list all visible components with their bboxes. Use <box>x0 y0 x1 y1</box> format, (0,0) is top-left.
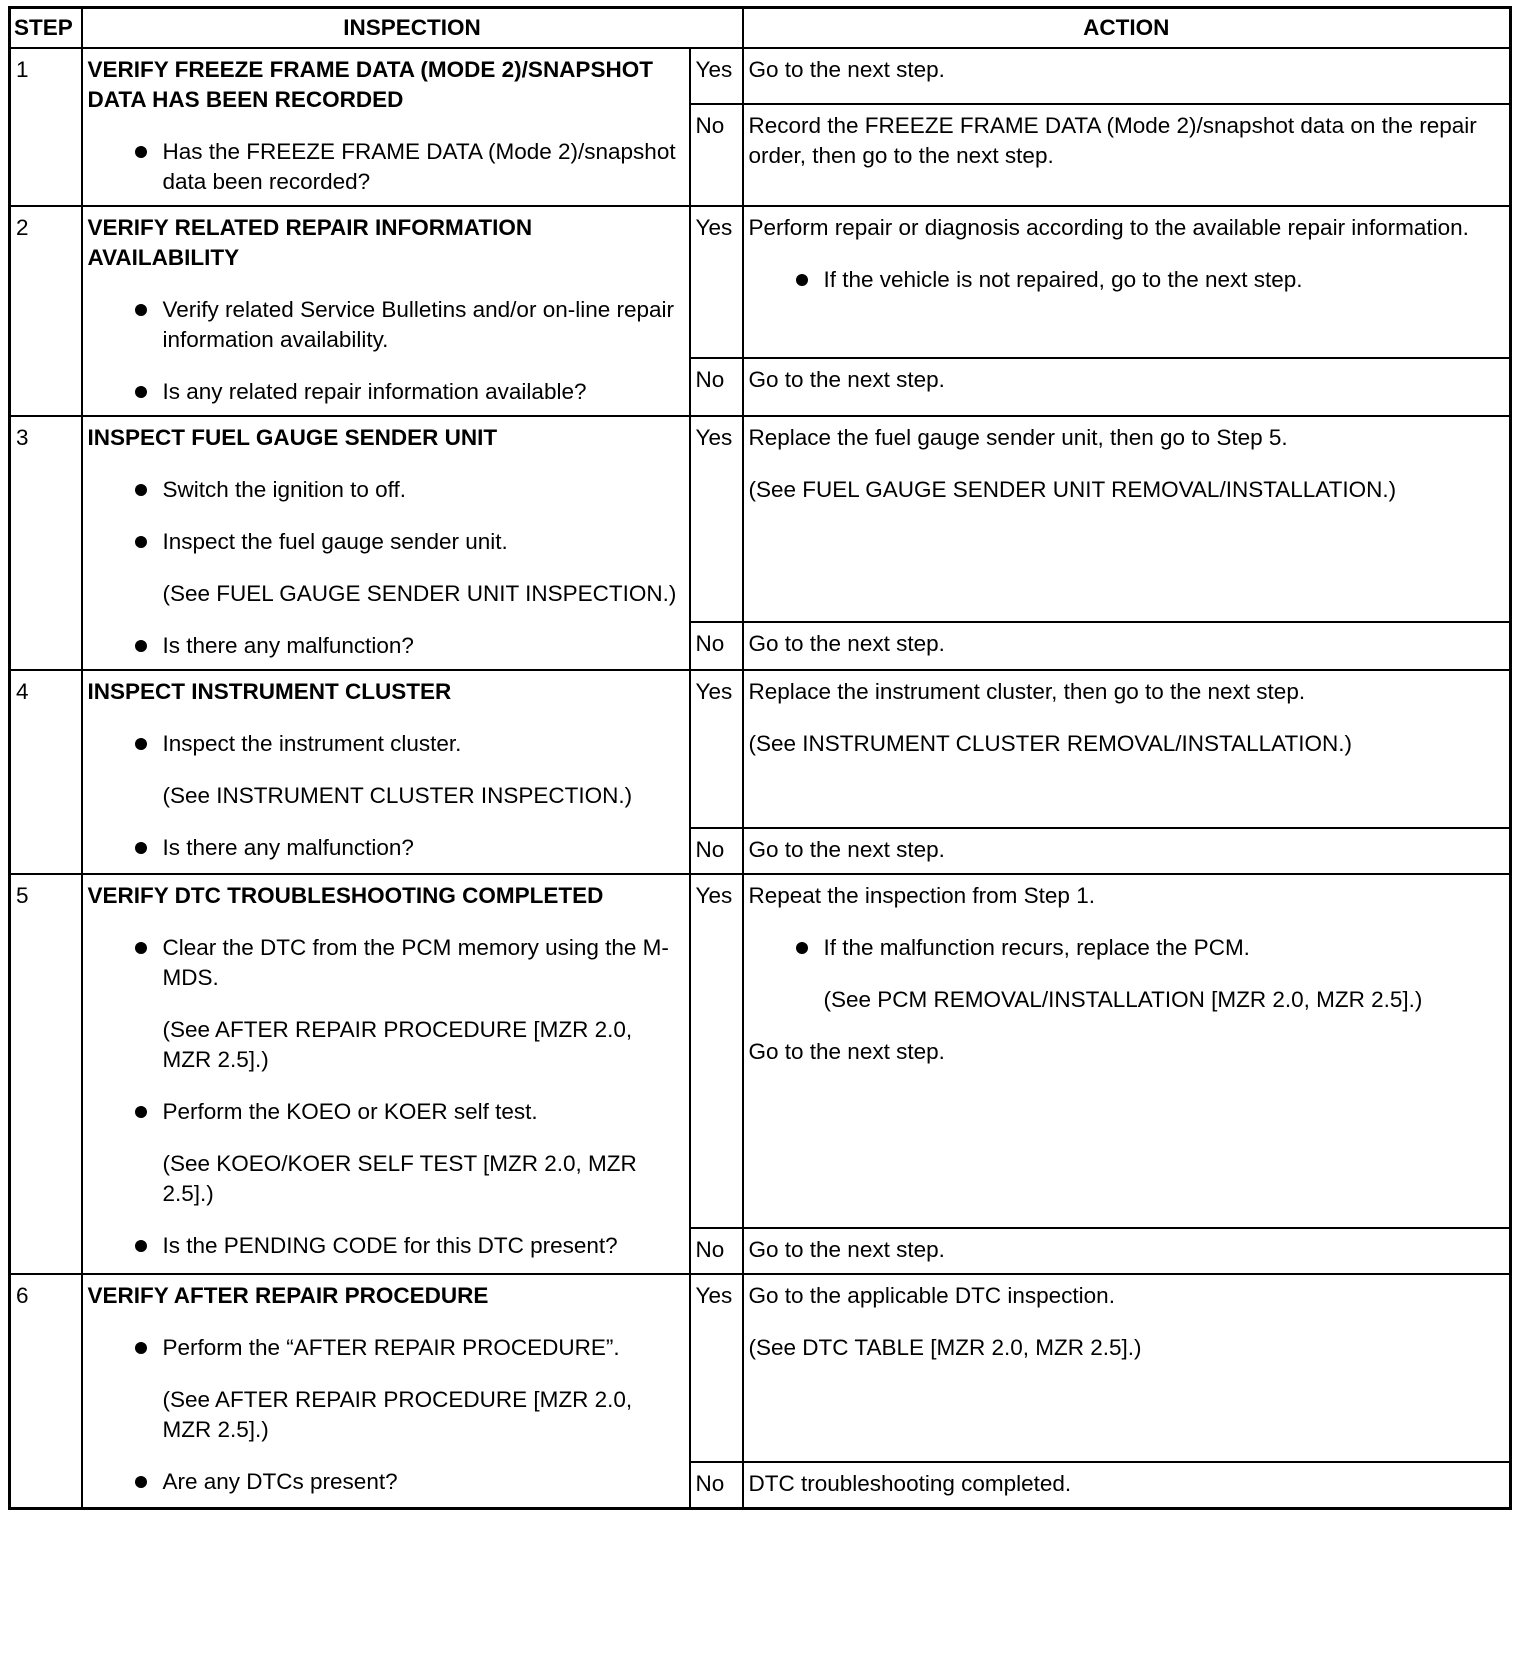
step-title: VERIFY DTC TROUBLESHOOTING COMPLETED <box>87 883 604 908</box>
yes-label: Yes <box>690 48 743 104</box>
action-text: Go to the next step. <box>748 631 945 656</box>
bullet-text: Inspect the fuel gauge sender unit. <box>162 529 508 554</box>
reference-text: (See FUEL GAUGE SENDER UNIT INSPECTION.) <box>162 581 677 606</box>
inspection-bullets <box>88 137 684 197</box>
step-number: 2 <box>10 206 82 416</box>
bullet-item <box>88 1467 684 1497</box>
action-bullets <box>749 265 1505 295</box>
step-title: VERIFY RELATED REPAIR INFORMATION AVAILABILITY <box>87 215 533 270</box>
yes-label: Yes <box>690 416 743 622</box>
action-text: DTC troubleshooting completed. <box>748 1471 1072 1496</box>
bullet-text: Is there any malfunction? <box>162 633 414 658</box>
action-text: Go to the next step. <box>748 57 945 82</box>
bullet-item <box>88 475 684 505</box>
action-text: Record the FREEZE FRAME DATA (Mode 2)/snapshot data on the repair order, then go to the next step. <box>748 113 1477 168</box>
step-title: INSPECT INSTRUMENT CLUSTER <box>87 679 452 704</box>
bullet-item <box>88 377 684 407</box>
bullet-item <box>88 527 684 609</box>
bullet-text: Is the PENDING CODE for this DTC present? <box>162 1233 618 1258</box>
yes-action <box>743 1274 1511 1462</box>
yes-label: Yes <box>690 206 743 358</box>
no-label: No <box>690 358 743 416</box>
bullet-text: Are any DTCs present? <box>162 1469 398 1494</box>
reference-text: (See INSTRUMENT CLUSTER INSPECTION.) <box>162 783 633 808</box>
bullet-text: Switch the ignition to off. <box>162 477 406 502</box>
header-inspection: INSPECTION <box>82 8 743 49</box>
troubleshooting-table-container <box>8 6 1512 1510</box>
yes-action <box>743 206 1511 358</box>
step-5-yes-row <box>10 874 1511 1228</box>
bullet-item <box>88 833 684 863</box>
bullet-text: Clear the DTC from the PCM memory using the M-MDS. <box>162 935 669 990</box>
bullet-text: If the malfunction recurs, replace the PCM. <box>823 935 1250 960</box>
reference-text: (See PCM REMOVAL/INSTALLATION [MZR 2.0, MZR 2.5].) <box>823 987 1423 1012</box>
no-action <box>743 828 1511 874</box>
bullet-text: Verify related Service Bulletins and/or on-line repair information availability. <box>162 297 675 352</box>
step-inspection-cell <box>82 48 690 206</box>
reference-text: (See AFTER REPAIR PROCEDURE [MZR 2.0, MZR 2.5].) <box>162 1387 633 1442</box>
reference-text: (See AFTER REPAIR PROCEDURE [MZR 2.0, MZR 2.5].) <box>162 1017 633 1072</box>
yes-action <box>743 48 1511 104</box>
step-title: VERIFY FREEZE FRAME DATA (MODE 2)/SNAPSHOT DATA HAS BEEN RECORDED <box>87 57 653 112</box>
action-text: Go to the next step. <box>748 367 945 392</box>
yes-action <box>743 416 1511 622</box>
step-number: 5 <box>10 874 82 1274</box>
step-title: INSPECT FUEL GAUGE SENDER UNIT <box>87 425 498 450</box>
step-3-yes-row <box>10 416 1511 622</box>
action-text: Repeat the inspection from Step 1. <box>748 883 1095 908</box>
step-number: 6 <box>10 1274 82 1509</box>
action-text: Go to the next step. <box>748 1039 945 1064</box>
yes-action <box>743 874 1511 1228</box>
step-number: 3 <box>10 416 82 670</box>
header-action: ACTION <box>743 8 1511 49</box>
step-2-yes-row <box>10 206 1511 358</box>
diagnostic-procedure-table <box>8 6 1512 1510</box>
bullet-item <box>88 137 684 197</box>
no-label: No <box>690 1228 743 1274</box>
yes-action <box>743 670 1511 828</box>
action-text: Go to the applicable DTC inspection. <box>748 1283 1115 1308</box>
no-action <box>743 1228 1511 1274</box>
inspection-bullets <box>88 475 684 661</box>
action-bullets <box>749 933 1505 1015</box>
bullet-item <box>749 933 1505 1015</box>
bullet-text: If the vehicle is not repaired, go to the next step. <box>823 267 1303 292</box>
header-step: STEP <box>10 8 82 49</box>
bullet-item <box>88 1231 684 1261</box>
bullet-item <box>88 295 684 355</box>
step-inspection-cell <box>82 1274 690 1509</box>
action-text: Replace the fuel gauge sender unit, then go to Step 5. <box>748 425 1288 450</box>
step-number: 4 <box>10 670 82 874</box>
table-header-row <box>10 8 1511 49</box>
step-6-yes-row <box>10 1274 1511 1462</box>
bullet-text: Perform the KOEO or KOER self test. <box>162 1099 538 1124</box>
bullet-text: Perform the “AFTER REPAIR PROCEDURE”. <box>162 1335 620 1360</box>
no-label: No <box>690 828 743 874</box>
bullet-item <box>88 729 684 811</box>
no-action <box>743 1462 1511 1509</box>
inspection-bullets <box>88 1333 684 1497</box>
reference-text: (See KOEO/KOER SELF TEST [MZR 2.0, MZR 2.5].) <box>162 1151 637 1206</box>
bullet-item <box>88 1097 684 1209</box>
no-label: No <box>690 622 743 670</box>
action-text: Go to the next step. <box>748 1237 945 1262</box>
bullet-text: Inspect the instrument cluster. <box>162 731 462 756</box>
no-label: No <box>690 1462 743 1509</box>
inspection-bullets <box>88 295 684 407</box>
step-inspection-cell <box>82 416 690 670</box>
step-number: 1 <box>10 48 82 206</box>
no-action <box>743 104 1511 206</box>
bullet-text: Has the FREEZE FRAME DATA (Mode 2)/snapshot data been recorded? <box>162 139 676 194</box>
reference-text: (See INSTRUMENT CLUSTER REMOVAL/INSTALLATION.) <box>748 731 1352 756</box>
yes-label: Yes <box>690 1274 743 1462</box>
no-action <box>743 622 1511 670</box>
reference-text: (See FUEL GAUGE SENDER UNIT REMOVAL/INSTALLATION.) <box>748 477 1397 502</box>
yes-label: Yes <box>690 670 743 828</box>
inspection-bullets <box>88 933 684 1261</box>
step-inspection-cell <box>82 670 690 874</box>
bullet-item <box>88 631 684 661</box>
bullet-text: Is any related repair information available? <box>162 379 587 404</box>
bullet-item <box>749 265 1505 295</box>
action-text: Replace the instrument cluster, then go to the next step. <box>748 679 1306 704</box>
bullet-item <box>88 1333 684 1445</box>
bullet-item <box>88 933 684 1075</box>
step-title: VERIFY AFTER REPAIR PROCEDURE <box>87 1283 489 1308</box>
step-1-yes-row <box>10 48 1511 104</box>
action-text: Perform repair or diagnosis according to the available repair information. <box>748 215 1469 240</box>
no-label: No <box>690 104 743 206</box>
yes-label: Yes <box>690 874 743 1228</box>
inspection-bullets <box>88 729 684 863</box>
action-text: Go to the next step. <box>748 837 945 862</box>
no-action <box>743 358 1511 416</box>
step-4-yes-row <box>10 670 1511 828</box>
reference-text: (See DTC TABLE [MZR 2.0, MZR 2.5].) <box>748 1335 1142 1360</box>
step-inspection-cell <box>82 874 690 1274</box>
step-inspection-cell <box>82 206 690 416</box>
bullet-text: Is there any malfunction? <box>162 835 414 860</box>
